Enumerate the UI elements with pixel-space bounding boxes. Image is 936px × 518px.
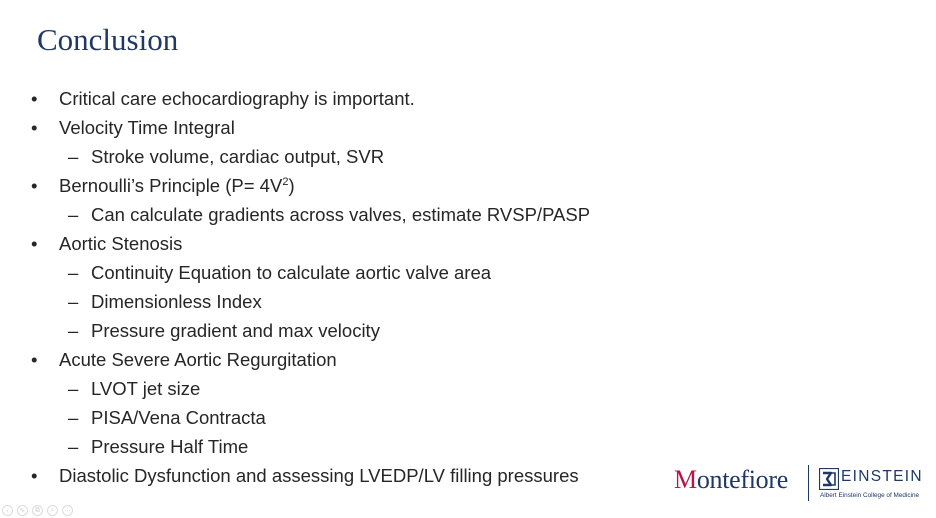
sub-bullet-text: Pressure Half Time xyxy=(91,436,249,457)
sub-bullet-text: Pressure gradient and max velocity xyxy=(91,320,380,341)
montefiore-logo-initial: M xyxy=(674,465,697,494)
bullet-text: Critical care echocardiography is important. xyxy=(59,88,415,109)
superscript-exponent: 2 xyxy=(282,176,289,188)
bullet-text: Acute Severe Aortic Regurgitation xyxy=(59,349,337,370)
bernoulli-close: ) xyxy=(288,175,295,196)
more-icon[interactable]: ··· xyxy=(62,505,73,516)
logo-area xyxy=(674,463,926,503)
pen-icon[interactable]: ✎ xyxy=(17,505,28,516)
sub-bullet-text: Continuity Equation to calculate aortic valve area xyxy=(91,262,492,283)
sub-bullet-text: PISA/Vena Contracta xyxy=(91,407,266,428)
presentation-toolbar xyxy=(2,505,73,518)
bullet-marker: • xyxy=(31,88,38,109)
dash-marker: – xyxy=(68,291,79,312)
einstein-logo-icon xyxy=(819,468,839,490)
bullet-text: Velocity Time Integral xyxy=(59,117,235,138)
sub-bullet-text: Stroke volume, cardiac output, SVR xyxy=(91,146,385,167)
copy-icon[interactable]: ⧉ xyxy=(32,505,43,516)
bernoulli-text: Bernoulli’s Principle (P= 4V xyxy=(59,175,283,196)
dash-marker: – xyxy=(68,407,79,428)
bullet-marker: • xyxy=(31,117,38,138)
sub-bullet-text: LVOT jet size xyxy=(91,378,201,399)
bullet-marker: • xyxy=(31,175,38,196)
dash-marker: – xyxy=(68,320,79,341)
einstein-logo-subtitle: Albert Einstein College of Medicine xyxy=(820,492,920,499)
sub-bullet-text: Can calculate gradients across valves, estimate RVSP/PASP xyxy=(91,204,591,225)
dash-marker: – xyxy=(68,262,79,283)
bullet-marker: • xyxy=(31,233,38,254)
bullet-text xyxy=(59,175,295,197)
bullet-marker: • xyxy=(31,349,38,370)
montefiore-logo xyxy=(674,465,788,495)
einstein-logo-wordmark: EINSTEIN xyxy=(841,468,923,485)
zoom-icon[interactable]: ⌕ xyxy=(47,505,58,516)
slide-title: Conclusion xyxy=(37,22,179,57)
montefiore-logo-rest: ontefiore xyxy=(696,465,788,494)
bullet-marker: • xyxy=(31,465,38,486)
sub-bullet-text: Dimensionless Index xyxy=(91,291,262,312)
bullet-text: Diastolic Dysfunction and assessing LVEDP/LV filling pressures xyxy=(59,465,579,486)
bullet-text: Aortic Stenosis xyxy=(59,233,183,254)
previous-icon[interactable]: ‹ xyxy=(2,505,13,516)
dash-marker: – xyxy=(68,436,79,457)
dash-marker: – xyxy=(68,146,79,167)
dash-marker: – xyxy=(68,378,79,399)
logo-divider xyxy=(808,465,809,501)
dash-marker: – xyxy=(68,204,79,225)
